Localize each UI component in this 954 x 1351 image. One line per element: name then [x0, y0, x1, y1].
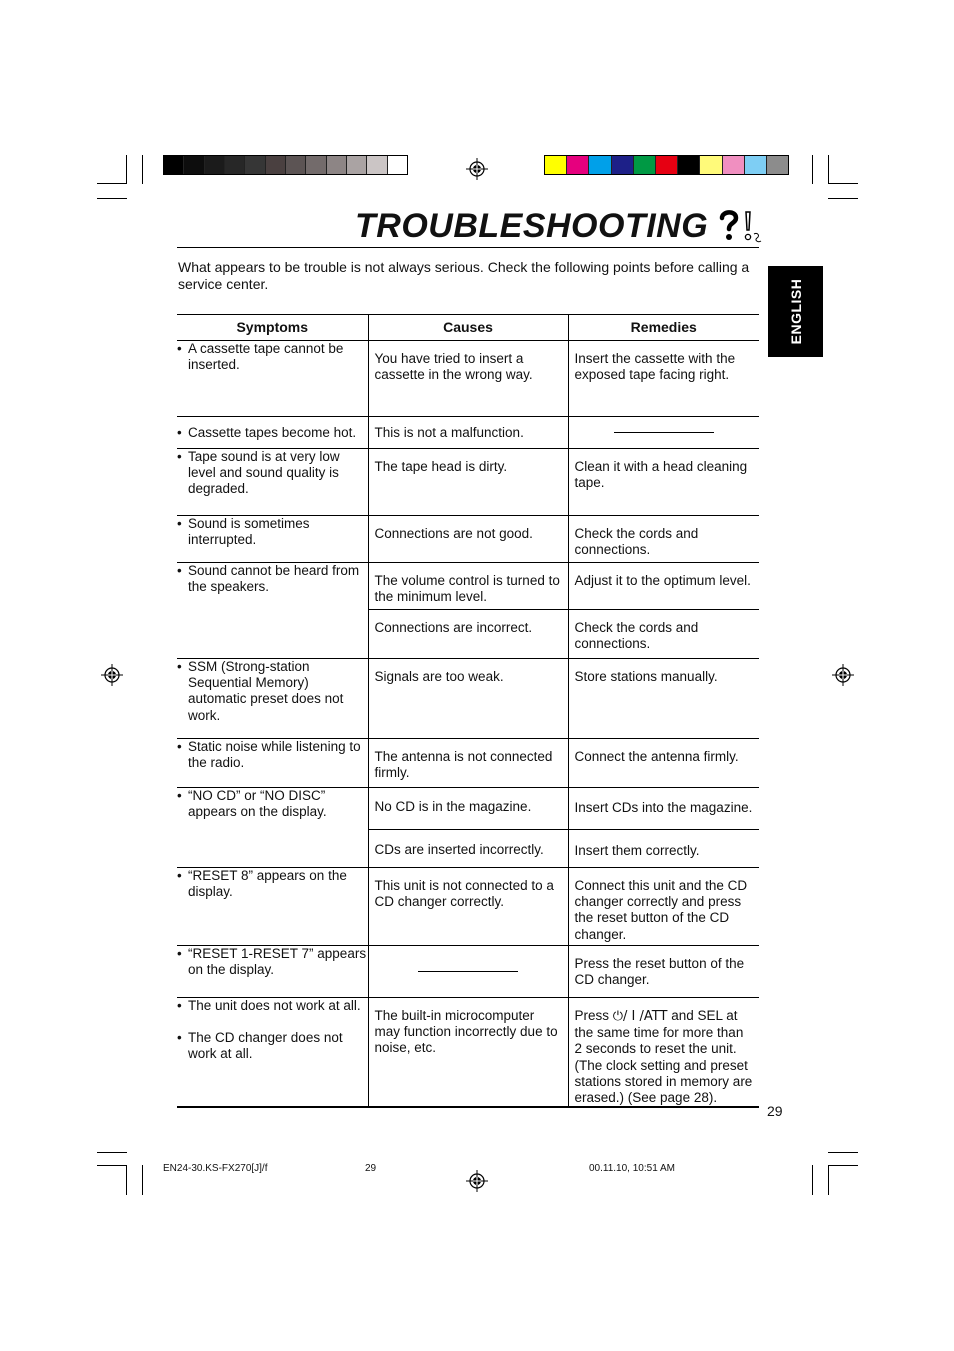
symptom-cell: • “NO CD” or “NO DISC” appears on the display. — [177, 788, 368, 868]
symptom-cell: • A cassette tape cannot be inserted. — [177, 341, 368, 417]
symptom-text: The unit does not work at all. — [188, 998, 361, 1013]
language-tab-label: ENGLISH — [787, 278, 804, 345]
color-swatch — [245, 156, 265, 174]
header-causes: Causes — [368, 315, 568, 341]
symptom-text: A cassette tape cannot be inserted. — [188, 341, 344, 373]
cause-text: This is not a malfunction. — [374, 425, 524, 440]
color-swatch — [634, 156, 656, 174]
cause-text: Connections are not good. — [374, 526, 533, 541]
crop-mark — [142, 1165, 143, 1195]
symptom-cell: • Sound is sometimes interrupted. — [177, 516, 368, 563]
remedy-text: Insert them correctly. — [574, 843, 700, 858]
color-swatch — [767, 156, 788, 174]
registration-mark-icon — [466, 1170, 488, 1192]
crop-mark — [828, 198, 858, 199]
symptom-cell: • Tape sound is at very low level and sound quality is degraded. — [177, 449, 368, 516]
registration-mark-icon — [466, 158, 488, 180]
symptom-cell: • Cassette tapes become hot. — [177, 417, 368, 449]
symptom-text: “NO CD” or “NO DISC” appears on the display. — [188, 788, 327, 820]
color-swatch — [367, 156, 387, 174]
color-swatch — [388, 156, 407, 174]
page-header — [355, 206, 764, 246]
color-swatch — [656, 156, 678, 174]
symptom-cell: • SSM (Strong-station Sequential Memory) automatic preset does not work. — [177, 659, 368, 739]
troubleshooting-table — [177, 314, 759, 1108]
symptom-text: Cassette tapes become hot. — [188, 425, 357, 440]
symptom-cell: • “RESET 8” appears on the display. — [177, 868, 368, 946]
table-row — [177, 659, 759, 739]
color-swatch — [306, 156, 326, 174]
crop-mark — [812, 1165, 813, 1195]
remedy-text: Connect the antenna firmly. — [574, 749, 739, 764]
crop-mark — [97, 1165, 127, 1166]
table-row — [177, 739, 759, 788]
crop-mark — [828, 1152, 858, 1153]
color-swatch — [327, 156, 347, 174]
symptom-text: “RESET 1-RESET 7” appears on the display. — [188, 946, 367, 978]
crop-mark — [828, 1165, 829, 1195]
remedy-prefix: Press — [574, 1008, 613, 1023]
crop-mark — [828, 1165, 858, 1166]
footer-file: EN24-30.KS-FX270[J]/f — [163, 1163, 268, 1174]
table-header-row — [177, 315, 759, 341]
registration-mark-icon — [832, 664, 854, 686]
symptom-text: SSM (Strong-station Sequential Memory) automatic preset does not work. — [188, 659, 344, 723]
table-row — [177, 998, 759, 1108]
table-row — [177, 788, 759, 830]
grayscale-bar — [163, 155, 408, 175]
table-row — [177, 868, 759, 946]
remedy-text: Check the cords and connections. — [574, 620, 699, 652]
color-swatch — [184, 156, 204, 174]
symptom-cell: • Sound cannot be heard from the speakers. — [177, 563, 368, 659]
cause-text: The tape head is dirty. — [374, 459, 508, 474]
remedy-text: Store stations manually. — [574, 669, 718, 684]
cause-text: Connections are incorrect. — [374, 620, 533, 635]
empty-remedy-dash — [614, 432, 714, 433]
symptom-text: Static noise while listening to the radio. — [188, 739, 361, 771]
color-swatch — [589, 156, 611, 174]
footer-timestamp: 00.11.10, 10:51 AM — [589, 1163, 675, 1174]
cause-text: The antenna is not connected firmly. — [374, 749, 553, 781]
color-swatch — [286, 156, 306, 174]
table-row — [177, 417, 759, 449]
color-swatch — [225, 156, 245, 174]
registration-mark-icon — [101, 664, 123, 686]
color-swatch — [545, 156, 567, 174]
symptom-text: The CD changer does not work at all. — [188, 1030, 343, 1062]
title-rule — [177, 247, 759, 248]
color-swatch — [612, 156, 634, 174]
crop-mark — [97, 198, 127, 199]
remedy-text: Insert the cassette with the exposed tape facing right. — [574, 351, 736, 383]
table-row — [177, 449, 759, 516]
header-symptoms: Symptoms — [177, 315, 368, 341]
empty-cause-dash — [418, 971, 518, 972]
remedy-text: Press the reset button of the CD changer. — [574, 956, 745, 988]
symptom-text: Sound is sometimes interrupted. — [188, 516, 310, 548]
cause-text: The volume control is turned to the minimum level. — [374, 573, 560, 605]
footer-page: 29 — [365, 1163, 377, 1174]
crop-mark — [142, 155, 143, 184]
crop-mark — [97, 183, 127, 184]
power-att-button-symbol: ⏻/ I /ATT — [612, 1009, 668, 1024]
symptom-text: Tape sound is at very low level and sound quality is degraded. — [188, 449, 340, 497]
color-swatch — [567, 156, 589, 174]
crop-mark — [126, 155, 127, 184]
remedy-text: Adjust it to the optimum level. — [574, 573, 751, 588]
remedy-suffix: and SEL at the same time for more than 2 seconds to reset the unit. (The clock setting and preset stations stored in memory are erased.) (See page 28). — [574, 1008, 753, 1106]
intro-text: What appears to be trouble is not always serious. Check the following points before calling a service center. — [178, 259, 750, 292]
page-number: 29 — [767, 1103, 783, 1119]
symptom-text: Sound cannot be heard from the speakers. — [188, 563, 360, 595]
color-swatch — [723, 156, 745, 174]
process-color-bar — [544, 155, 789, 175]
symptom-cell: • The unit does not work at all. • The CD changer does not work at all. — [177, 998, 368, 1108]
symptom-cell: • “RESET 1-RESET 7” appears on the display. — [177, 946, 368, 998]
crop-mark — [97, 1152, 127, 1153]
table-row — [177, 516, 759, 563]
symptom-text: “RESET 8” appears on the display. — [188, 868, 347, 900]
remedy-text: Connect this unit and the CD changer correctly and press the reset button of the CD changer. — [574, 878, 748, 942]
color-swatch — [164, 156, 184, 174]
cause-text: No CD is in the magazine. — [374, 799, 532, 814]
header-remedies: Remedies — [568, 315, 759, 341]
cause-text: The built-in microcomputer may function incorrectly due to noise, etc. — [374, 1008, 558, 1056]
cause-text: You have tried to insert a cassette in the wrong way. — [374, 351, 533, 383]
table-row — [177, 946, 759, 998]
page-title: TROUBLESHOOTING — [355, 207, 709, 245]
remedy-text — [569, 998, 760, 1106]
symptom-cell: • Static noise while listening to the radio. — [177, 739, 368, 788]
table-row — [177, 341, 759, 417]
cause-text: Signals are too weak. — [374, 669, 504, 684]
color-swatch — [266, 156, 286, 174]
crop-mark — [812, 155, 813, 184]
cause-text: CDs are inserted incorrectly. — [374, 842, 544, 857]
question-exclamation-icon — [716, 208, 764, 244]
table-row — [177, 563, 759, 610]
remedy-text: Insert CDs into the magazine. — [574, 800, 753, 815]
remedy-text: Check the cords and connections. — [574, 526, 699, 558]
color-swatch — [678, 156, 700, 174]
color-swatch — [205, 156, 225, 174]
color-swatch — [700, 156, 722, 174]
crop-mark — [126, 1165, 127, 1195]
crop-mark — [828, 183, 858, 184]
crop-mark — [828, 155, 829, 184]
color-swatch — [347, 156, 367, 174]
remedy-text: Clean it with a head cleaning tape. — [574, 459, 748, 491]
color-swatch — [745, 156, 767, 174]
language-tab — [768, 266, 823, 357]
cause-text: This unit is not connected to a CD changer correctly. — [374, 878, 554, 910]
